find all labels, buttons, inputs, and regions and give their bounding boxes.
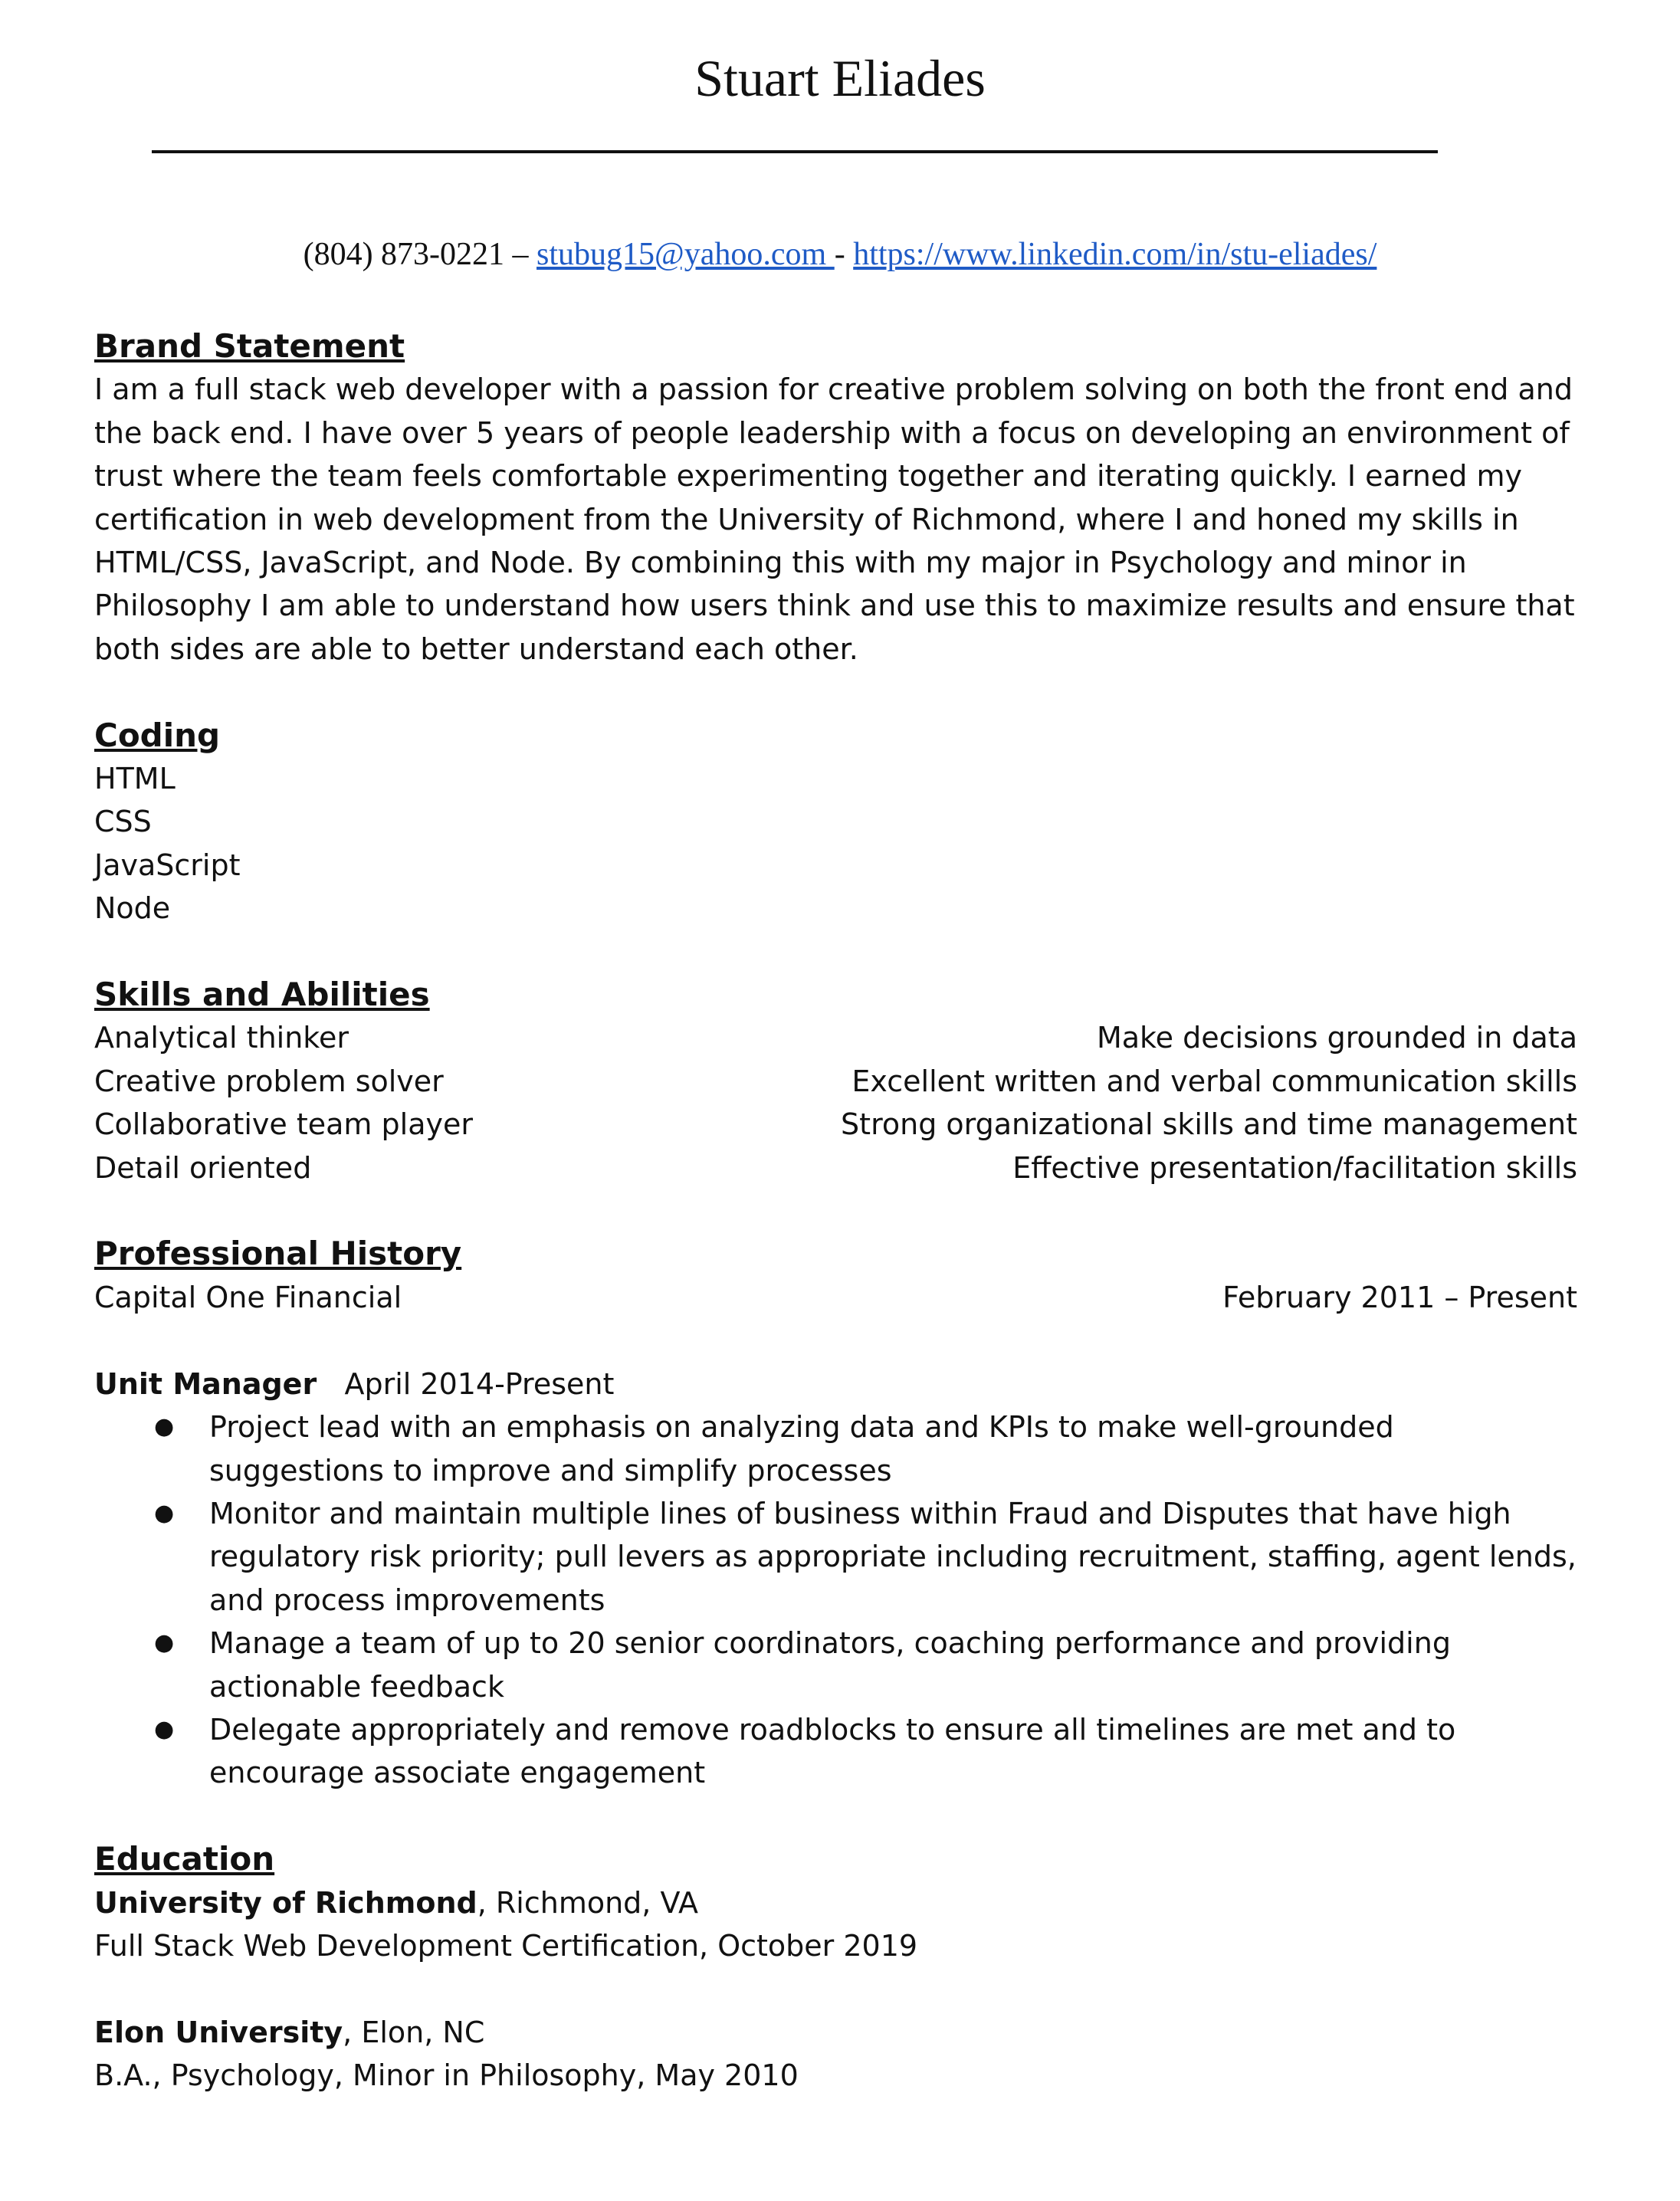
company-name: Capital One Financial (94, 1280, 402, 1314)
role-line (94, 1363, 1577, 1406)
section-gap (94, 671, 1577, 713)
bullet-icon: ● (154, 1715, 175, 1743)
contact-separator: - (834, 237, 854, 272)
school-name: Elon University (94, 2015, 343, 2049)
responsibility-text: Monitor and maintain multiple lines of business within Fraud and Disputes that have high regulatory risk priority; pull levers as appropriate including recruitment, staffing, agent lends, and process improvements (209, 1496, 1577, 1617)
skill-right: Effective presentation/facilitation skills (1012, 1150, 1577, 1185)
skill-left: Creative problem solver (94, 1064, 444, 1098)
history-heading: Professional History (94, 1235, 462, 1273)
responsibility-text: Project lead with an emphasis on analyzing data and KPIs to make well-grounded suggestions to improve and simplify processes (209, 1410, 1394, 1488)
email-link[interactable]: stubug15@yahoo.com (536, 237, 835, 272)
company-dates: February 2011 – Present (1222, 1280, 1577, 1314)
job-title: Unit Manager (94, 1366, 317, 1401)
school-detail: Full Stack Web Development Certification, October 2019 (94, 1928, 918, 1963)
skills-heading: Skills and Abilities (94, 976, 430, 1014)
section-gap (94, 1189, 1577, 1232)
school-detail: B.A., Psychology, Minor in Philosophy, May 2010 (94, 2058, 799, 2093)
brand-statement-heading: Brand Statement (94, 327, 405, 365)
responsibility-item (94, 1406, 1577, 1492)
responsibility-list (94, 1406, 1577, 1795)
contact-line (0, 233, 1680, 276)
role-dates: April 2014-Present (344, 1366, 615, 1401)
responsibility-item (94, 1492, 1577, 1622)
coding-item: JavaScript (94, 848, 241, 882)
section-gap (94, 930, 1577, 973)
phone-number: (804) 873-0221 – (303, 237, 537, 272)
section-gap (94, 1795, 1577, 1838)
bullet-icon: ● (154, 1629, 175, 1657)
candidate-name: Stuart Eliades (694, 49, 986, 107)
coding-item: Node (94, 891, 171, 926)
coding-heading: Coding (94, 716, 221, 754)
coding-list (94, 757, 1577, 930)
skill-left: Detail oriented (94, 1150, 312, 1185)
skill-right: Make decisions grounded in data (1096, 1021, 1577, 1055)
skills-row (94, 1146, 1577, 1189)
resume-content (94, 325, 1577, 2098)
bullet-icon: ● (154, 1499, 175, 1527)
school-name: University of Richmond (94, 1885, 477, 1920)
section-gap (94, 1319, 1577, 1362)
header-divider (152, 150, 1438, 153)
bullet-icon: ● (154, 1413, 175, 1441)
school-location: , Richmond, VA (477, 1885, 699, 1920)
school-line (94, 2011, 1577, 2054)
responsibility-item (94, 1708, 1577, 1795)
skill-right: Excellent written and verbal communication skills (851, 1064, 1577, 1098)
skill-left: Collaborative team player (94, 1107, 473, 1142)
brand-statement-text: I am a full stack web developer with a passion for creative problem solving on both the front end and the back end. I have over 5 years of people leadership with a focus on developing an environment of trust where the team feels comfortable experimenting together and iterating quickly. I earned my certification in web development from the University of Richmond, where I and honed my skills in HTML/CSS, JavaScript, and Node. By combining this with my major in Psychology and minor in Philosophy I am able to understand how users think and use this to maximize results and ensure that both sides are able to better understand each other. (94, 372, 1575, 666)
skills-row (94, 1060, 1577, 1103)
responsibility-item (94, 1622, 1577, 1708)
responsibility-text: Manage a team of up to 20 senior coordinators, coaching performance and providing actionable feedback (209, 1626, 1451, 1704)
responsibility-text: Delegate appropriately and remove roadblocks to ensure all timelines are met and to encourage associate engagement (209, 1712, 1456, 1790)
skills-row (94, 1103, 1577, 1146)
skill-right: Strong organizational skills and time management (841, 1107, 1577, 1142)
school-location: , Elon, NC (343, 2015, 485, 2049)
coding-item: CSS (94, 805, 152, 839)
coding-item: HTML (94, 762, 176, 796)
school-line (94, 1881, 1577, 1924)
linkedin-link[interactable]: https://www.linkedin.com/in/stu-eliades/ (853, 237, 1377, 272)
company-row (94, 1276, 1577, 1319)
skills-row (94, 1016, 1577, 1059)
skill-left: Analytical thinker (94, 1021, 349, 1055)
section-gap (94, 1967, 1577, 2010)
education-heading: Education (94, 1840, 275, 1878)
